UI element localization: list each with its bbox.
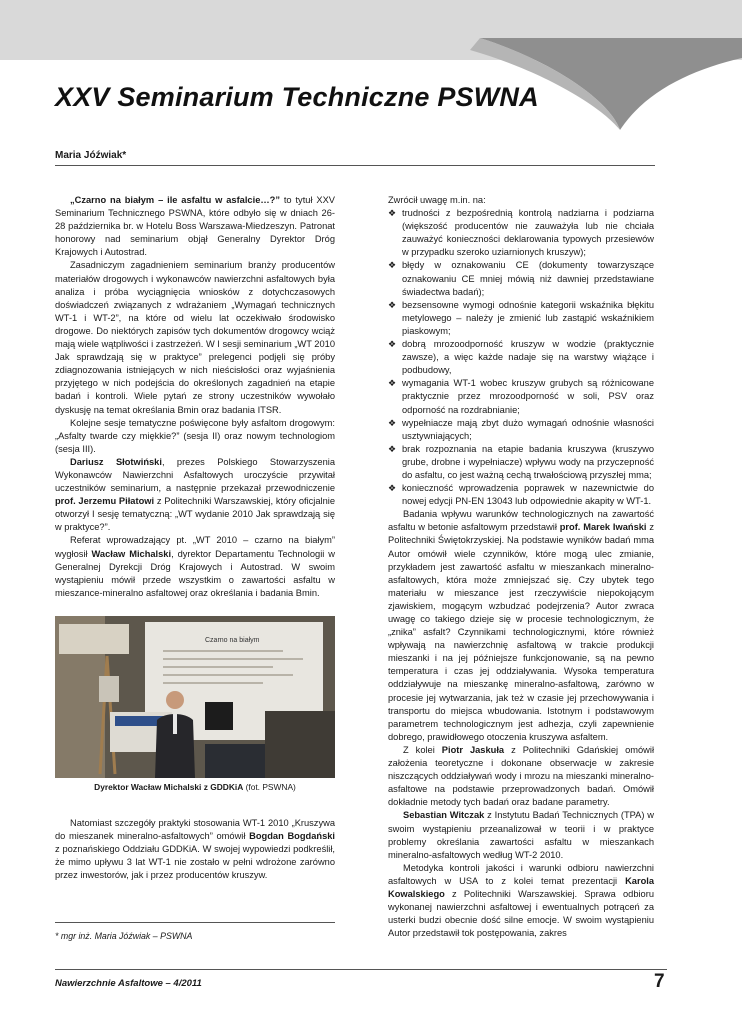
paragraph [388,809,654,861]
list-item-text: wymagania WT-1 wobec kruszyw grubych są różnicowane praktycznie przez mrozoodporność w soli, PSV oraz odporność na rozdrabnianie; [402,378,654,415]
list-item [388,377,654,416]
bullet-icon: ❖ [388,299,397,310]
caption-text: (fot. PSWNA) [243,782,296,792]
right-column [388,194,654,940]
speaker-photo [55,616,335,778]
photo-illustration [55,616,335,778]
bullet-icon: ❖ [388,483,397,494]
text: Referat wprowadzający pt. „WT 2010 – czarno na białym” wygłosił [55,535,335,559]
list-item [388,443,654,482]
text: , prezes Polskiego Stowarzyszenia Wykonawców Nawierzchni Asfaltowych uroczyście przywitał uczestników seminarium, a następnie przekazał przewodniczenie [55,456,335,494]
text: Badania wpływu warunków technologicznych na zawartość asfaltu w betonie asfaltowym przedstawił [388,509,654,533]
footnote: * mgr inż. Maria Jóźwiak – PSWNA [55,931,193,941]
bullet-icon: ❖ [388,417,397,428]
text: z Politechniki Warszawskiej. Sprawa odbioru wykonanej nawierzchni asfaltowej i ewentualnych potrąceń za usterki budzi obecnie dość silne emocje. W swoim wystąpieniu Autor przedstawił tok postępowania, zakres [388,888,654,939]
list-item-text: błędy w oznakowaniu CE (dokumenty towarzyszące oznakowaniu CE mniej mówią niż dawniej przedstawiane świadectwa badań); [402,260,654,297]
page-number: 7 [654,971,665,992]
journal-name: Nawierzchnie Asfaltowe – 4/2011 [55,978,202,989]
paragraph [55,817,335,882]
bold-text: Piotr Jaskuła [441,744,505,755]
text: z Politechniki Gdańskiej omówił założenia teoretyczne i dokonane obserwacje w zakresie niszczących oddziaływań wody i mrozu na mieszanki mineralno-asfaltowe na podstawie przeprowadzonych badań. Omówił dokładnie metody tych badań oraz badane parametry. [388,744,655,808]
text: to tytuł XXV Seminarium Technicznego PSWNA, które odbyło się w dniach 26-28 października br. w Hotelu Boss Warszawa-Miedzeszyn. Patronat honorowy nad seminarium objął Generalny Dyrektor Dróg Krajowych i Autostrad. [55,195,335,258]
paragraph [388,508,654,744]
bold-text: „Czarno na białym – ile asfaltu w asfalcie…?” [70,195,280,205]
bullet-icon: ❖ [388,339,397,350]
photo-caption [55,782,335,792]
list-item-text: wypełniacze mają zbyt dużo wymagań odnośnie własności usztywniających; [402,417,654,441]
corner-decoration [470,30,742,130]
text: Z kolei [403,744,442,755]
bold-text: prof. Jerzemu Piłatowi [55,496,155,507]
list-item-text: dobrą mrozoodporność kruszyw w wodzie (praktycznie zawsze), a więc każde nadaje się na warstwy wiążące i podbudowy, [402,339,654,376]
bold-text: Karola Kowalskiego [388,875,654,899]
list-item [388,482,654,508]
paragraph [55,534,335,599]
left-column [55,194,335,600]
paragraph [55,456,335,535]
article-title: XXV Seminarium Techniczne PSWNA [55,82,539,112]
bold-text: Dariusz Słotwiński [70,456,162,467]
list-item [388,417,654,443]
author-divider [55,165,655,166]
list-item-text: trudności z bezpośrednią kontrolą nadziarna i podziarna (większość producentów nie zauważyła lub nie chciała zauważyć konieczności deklarowania typowych przesiewów w przypadku szeroko uziarnionych kruszyw); [402,208,654,258]
footer-divider [55,969,667,970]
paragraph [55,194,335,259]
left-column-bottom [55,817,335,882]
text: z Politechniki Warszawskiej, który oficjalnie otworzył I sesję tematyczną: „WT wydanie 2010 Jak sprawdzają się w praktyce?”. [55,496,336,533]
bold-text: Sebastian Witczak [403,810,485,821]
list-item [388,338,654,377]
list-item [388,207,654,259]
list-item-text: konieczność wprowadzenia poprawek w nazewnictwie do nowej edycji PN-EN 13043 lub odpowiednie akapity w WT-1. [402,483,654,507]
paragraph [388,744,654,809]
bullet-icon: ❖ [388,208,397,219]
article-author: Maria Jóźwiak* [55,150,127,161]
text: z Politechniki Świętokrzyskiej. Na podstawie wyników badań mma Autor omówił wiele czynników, które mogą ulec zmianie, przykładem jest zawartość asfaltu w mieszankach mineralno-asfaltowych, która może zmniejszać się. Czy ubytek tego materiału w mieszance jest rzeczywiście niepokojącym zjawiskiem, mogącym wzbudzać podejrzenia? Autor zwraca uwagę co takiego dzieje się w procesie technologicznym, że „znika” asfalt? Czynnikami technologicznymi, które również wpływają na nawierzchnię asfaltową w trakcie produkcji mieszanki i na jej późniejsze funkcjonowanie, są na pewno temperatura i czas jej oddziaływania. Wysoka temperatura oddziaływuje na mieszankę mineralno-asfaltową, zarówno w procesie jej wytwarzania, jak też w czasie jej przechowywania i transportu do miejsca wbudowania. Istotnym i podstawowym parametrem technologicznym jest adhezja, czyli zapewnienie dobrego, prawidłowego otoczenia kruszywa asfaltem. [388,522,654,742]
bold-text: Bogdan Bogdański [249,831,335,842]
list-item [388,259,654,298]
paragraph: Kolejne sesje tematyczne poświęcone były asfaltom drogowym: „Asfalty twarde czy miękkie?” (sesja II) oraz nowym technologiom (sesja III). [55,417,335,454]
list-item-text: brak rozpoznania na etapie badania kruszywa (kruszywo grube, drobne i wypełniacze) wpływu wody na przyczepność do asfaltu, co jest ważną cechą trwałościową przyszłej mma; [402,443,654,480]
bold-text: prof. Marek Iwański [559,522,647,533]
footnote-divider [55,922,335,923]
paragraph: Zasadniczym zagadnieniem seminarium branży producentów materiałów drogowych i wykonawców nawierzchni asfaltowych była analiza i próba wyciągnięcia wniosków z dotychczasowych doświadczeń związanych z wdrażaniem „Wymagań technicznych WT-1 i WT-2”, na które od wielu lat oczekiwało środowisko drogowe. Do niektórych zapisów tych dokumentów drogowcy wciąż mają wiele wątpliwości i zastrzeżeń. W I sesji seminarium „WT 2010 Jak sprawdzają się w praktyce” prelegenci podjęli się próby zdiagnozowania istniejących w nich nieścisłości oraz wyjaśnienia przyjętego w nich podejścia do określonych zagadnień na etapie badań i kontroli. Wiele pytań ze strony uczestników wywołało dyskusję na temat określania Bmin oraz badania ITSR. [55,260,335,415]
bullet-icon: ❖ [388,378,397,389]
bold-text: Wacław Michalski [91,548,172,559]
slide-title: Czarno na białym [205,637,260,644]
text: , dyrektor Departamentu Technologii w Generalnej Dyrekcji Dróg Krajowych i Autostrad. W swoim wystąpieniu mówił przede wszystkim o zawartości asfaltu w mieszance-mineralno asfaltowej oraz określania i badania Bmin. [55,548,335,598]
bullet-icon: ❖ [388,260,397,271]
text: z Instytutu Badań Technicznych (TPA) w swoim wystąpieniu przeanalizował w teorii i w praktyce problemy określania zawartości asfaltu w mieszankach mineralno-asfaltowych według WT-2 2010. [388,810,654,860]
bullet-list [388,207,654,508]
list-item [388,299,654,338]
paragraph: Zwrócił uwagę m.in. na: [388,195,486,205]
bullet-icon: ❖ [388,443,397,454]
caption-bold: Dyrektor Wacław Michalski z GDDKiA [94,782,244,792]
text: z poznańskiego Oddziału GDDKiA. W swojej wypowiedzi podkreślił, że mimo upływu 3 lat WT-1 nie zostało w pełni wdrożone zarówno przez inwestorów, jak i przez producentów kruszyw. [55,844,335,881]
text: Metodyka kontroli jakości i warunki odbioru nawierzchni asfaltowych w USA to z kolei temat prezentacji [388,862,654,886]
list-item-text: bezsensowne wymogi odnośnie kategorii wskaźnika błękitu metylowego – należy je zmienić lub zastąpić wskaźnikiem piaskowym; [402,299,654,336]
paragraph [388,862,654,941]
text: Natomiast szczegóły praktyki stosowania WT-1 2010 „Kruszywa do mieszanek mineralno-asfaltowych” omówił [55,818,335,842]
